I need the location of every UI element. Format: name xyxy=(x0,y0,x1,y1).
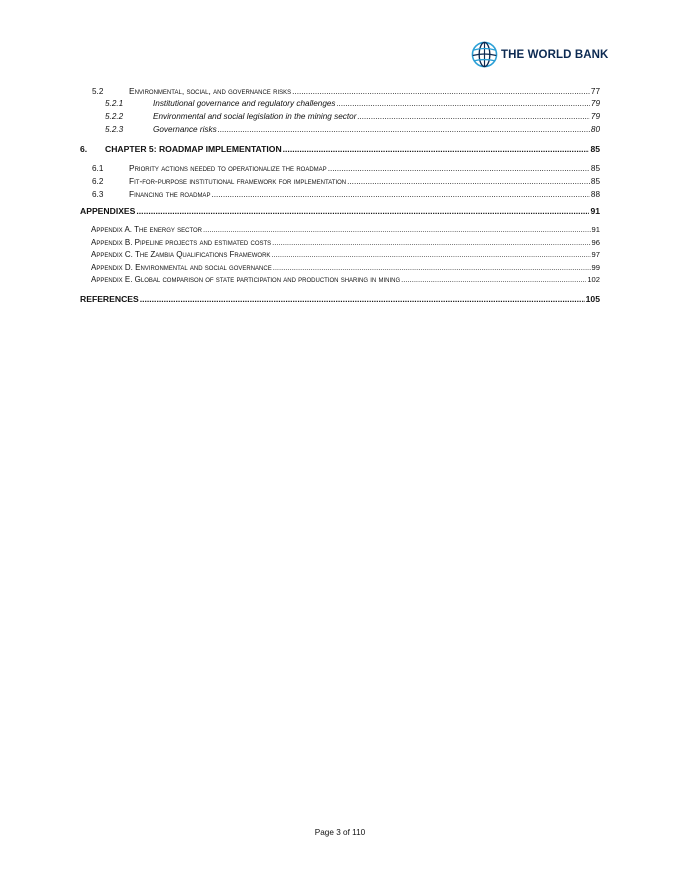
toc-leader xyxy=(136,206,589,216)
table-of-contents xyxy=(80,86,600,307)
world-bank-logo xyxy=(471,41,608,68)
toc-page: 85 xyxy=(590,177,600,186)
toc-leader xyxy=(273,263,591,272)
toc-number: 5.2 xyxy=(92,87,104,96)
toc-leader xyxy=(218,125,590,134)
toc-leader xyxy=(203,225,591,234)
toc-number: 6. xyxy=(80,144,88,154)
toc-page: 105 xyxy=(585,293,600,304)
toc-entry-6-3[interactable] xyxy=(80,189,600,202)
toc-entry-5-2-3[interactable] xyxy=(80,125,600,138)
toc-title: Financing the roadmap xyxy=(129,189,211,199)
toc-title: Appendix A. The energy sector xyxy=(91,225,202,234)
toc-leader xyxy=(357,112,589,121)
toc-title: Governance risks xyxy=(153,125,217,134)
toc-entry-appendix-c[interactable] xyxy=(80,250,600,263)
toc-page: 79 xyxy=(590,112,600,121)
toc-page: 96 xyxy=(591,237,600,247)
toc-leader xyxy=(283,144,590,154)
toc-leader xyxy=(272,238,590,247)
toc-entry-appendix-d[interactable] xyxy=(80,263,600,276)
toc-title: Appendix D. Environmental and social governance xyxy=(91,262,272,272)
logo-text: THE WORLD BANK xyxy=(501,48,609,61)
toc-page: 79 xyxy=(590,99,600,108)
toc-page: 85 xyxy=(590,144,600,154)
toc-number: 6.2 xyxy=(92,177,104,186)
toc-leader xyxy=(271,250,590,259)
toc-page: 102 xyxy=(587,275,600,284)
toc-number: 5.2.1 xyxy=(105,99,124,108)
toc-entry-6-2[interactable] xyxy=(80,176,600,189)
toc-leader xyxy=(347,177,590,186)
toc-title: Appendix B. Pipeline projects and estimated costs xyxy=(91,237,272,247)
toc-entry-appendix-e[interactable] xyxy=(80,275,600,288)
toc-page: 80 xyxy=(590,125,600,134)
toc-entry-5-2[interactable] xyxy=(80,86,600,99)
toc-page: 91 xyxy=(591,225,600,234)
toc-page: 88 xyxy=(590,190,600,199)
globe-icon xyxy=(471,41,498,68)
toc-entry-5-2-1[interactable] xyxy=(80,99,600,112)
toc-number: 5.2.2 xyxy=(105,112,124,121)
toc-entry-references[interactable] xyxy=(80,294,600,307)
toc-page: 97 xyxy=(591,250,600,259)
toc-page: 99 xyxy=(591,262,600,272)
toc-page: 91 xyxy=(590,206,600,216)
toc-entry-chapter-6[interactable] xyxy=(80,144,600,157)
toc-title: Fit-for-purpose institutional framework for implementation xyxy=(129,176,347,186)
toc-page: 85 xyxy=(590,164,600,173)
toc-entry-appendix-b[interactable] xyxy=(80,238,600,251)
toc-title: Environmental, social, and governance risks xyxy=(129,86,292,96)
toc-title: Environmental and social legislation in the mining sector xyxy=(153,112,357,121)
toc-leader xyxy=(140,294,585,304)
toc-title: APPENDIXES xyxy=(80,206,136,216)
toc-leader xyxy=(211,190,589,199)
toc-leader xyxy=(401,275,586,284)
page-footer: Page 3 of 110 xyxy=(314,828,366,837)
toc-leader xyxy=(337,99,590,108)
toc-title: Appendix E. Global comparison of state participation and production sharing in mining xyxy=(91,275,401,284)
toc-entry-appendixes[interactable] xyxy=(80,206,600,219)
toc-number: 5.2.3 xyxy=(105,125,124,134)
toc-entry-5-2-2[interactable] xyxy=(80,112,600,125)
toc-leader xyxy=(292,87,590,96)
toc-leader xyxy=(328,164,590,173)
toc-number: 6.1 xyxy=(92,164,104,173)
toc-title: Institutional governance and regulatory challenges xyxy=(153,99,336,108)
toc-title: CHAPTER 5: ROADMAP IMPLEMENTATION xyxy=(105,144,282,154)
toc-page: 77 xyxy=(590,87,600,96)
toc-entry-appendix-a[interactable] xyxy=(80,225,600,238)
toc-title: Priority actions needed to operationalize the roadmap xyxy=(129,163,327,173)
toc-title: Appendix C. The Zambia Qualifications Framework xyxy=(91,250,271,259)
toc-title: REFERENCES xyxy=(80,293,139,304)
toc-number: 6.3 xyxy=(92,190,104,199)
toc-entry-6-1[interactable] xyxy=(80,163,600,176)
